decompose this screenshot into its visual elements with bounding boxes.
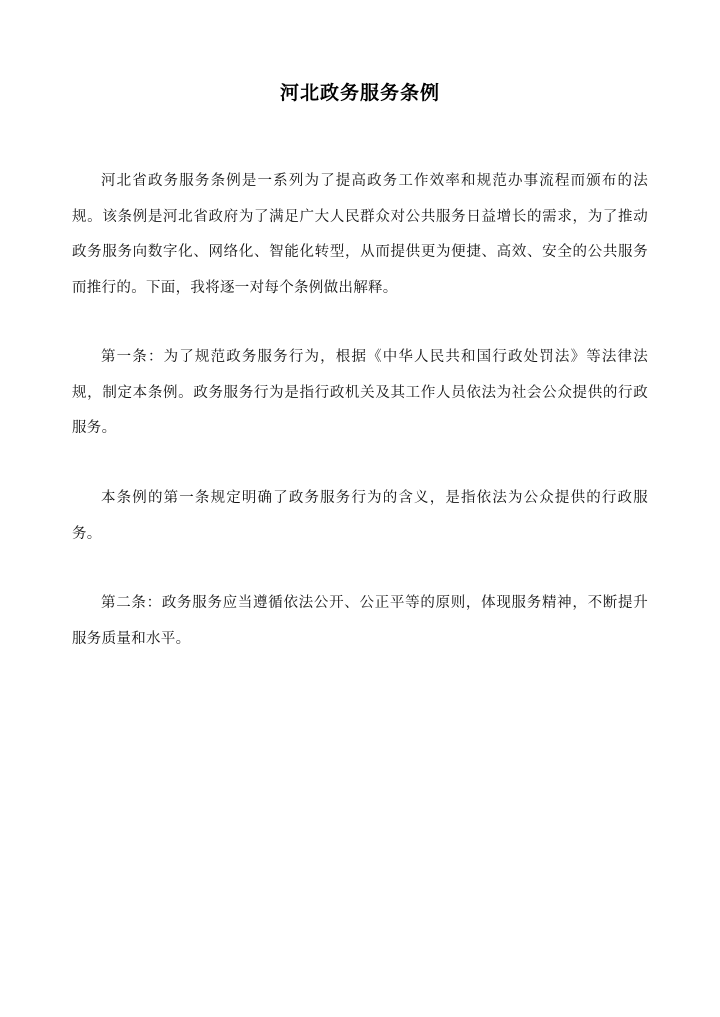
paragraph: 河北省政务服务条例是一系列为了提高政务工作效率和规范办事流程而颁布的法规。该条例是河北省政府为了满足广大人民群众对公共服务日益增长的需求，为了推动政务服务向数字化、网络化、智能化转型，从而提供更为便捷、高效、安全的公共服务而推行的。下面，我将逐一对每个条例做出解释。 bbox=[72, 173, 648, 296]
page-title: 河北政务服务条例 bbox=[279, 82, 440, 104]
paragraph: 第二条：政务服务应当遵循依法公开、公正平等的原则，体现服务精神，不断提升服务质量和水平。 bbox=[72, 595, 648, 647]
paragraph: 本条例的第一条规定明确了政务服务行为的含义，是指依法为公众提供的行政服务。 bbox=[72, 490, 648, 542]
document-body bbox=[72, 164, 648, 657]
paragraph: 第一条：为了规范政务服务行为，根据《中华人民共和国行政处罚法》等法律法规，制定本条例。政务服务行为是指行政机关及其工作人员依法为社会公众提供的行政服务。 bbox=[72, 349, 648, 437]
